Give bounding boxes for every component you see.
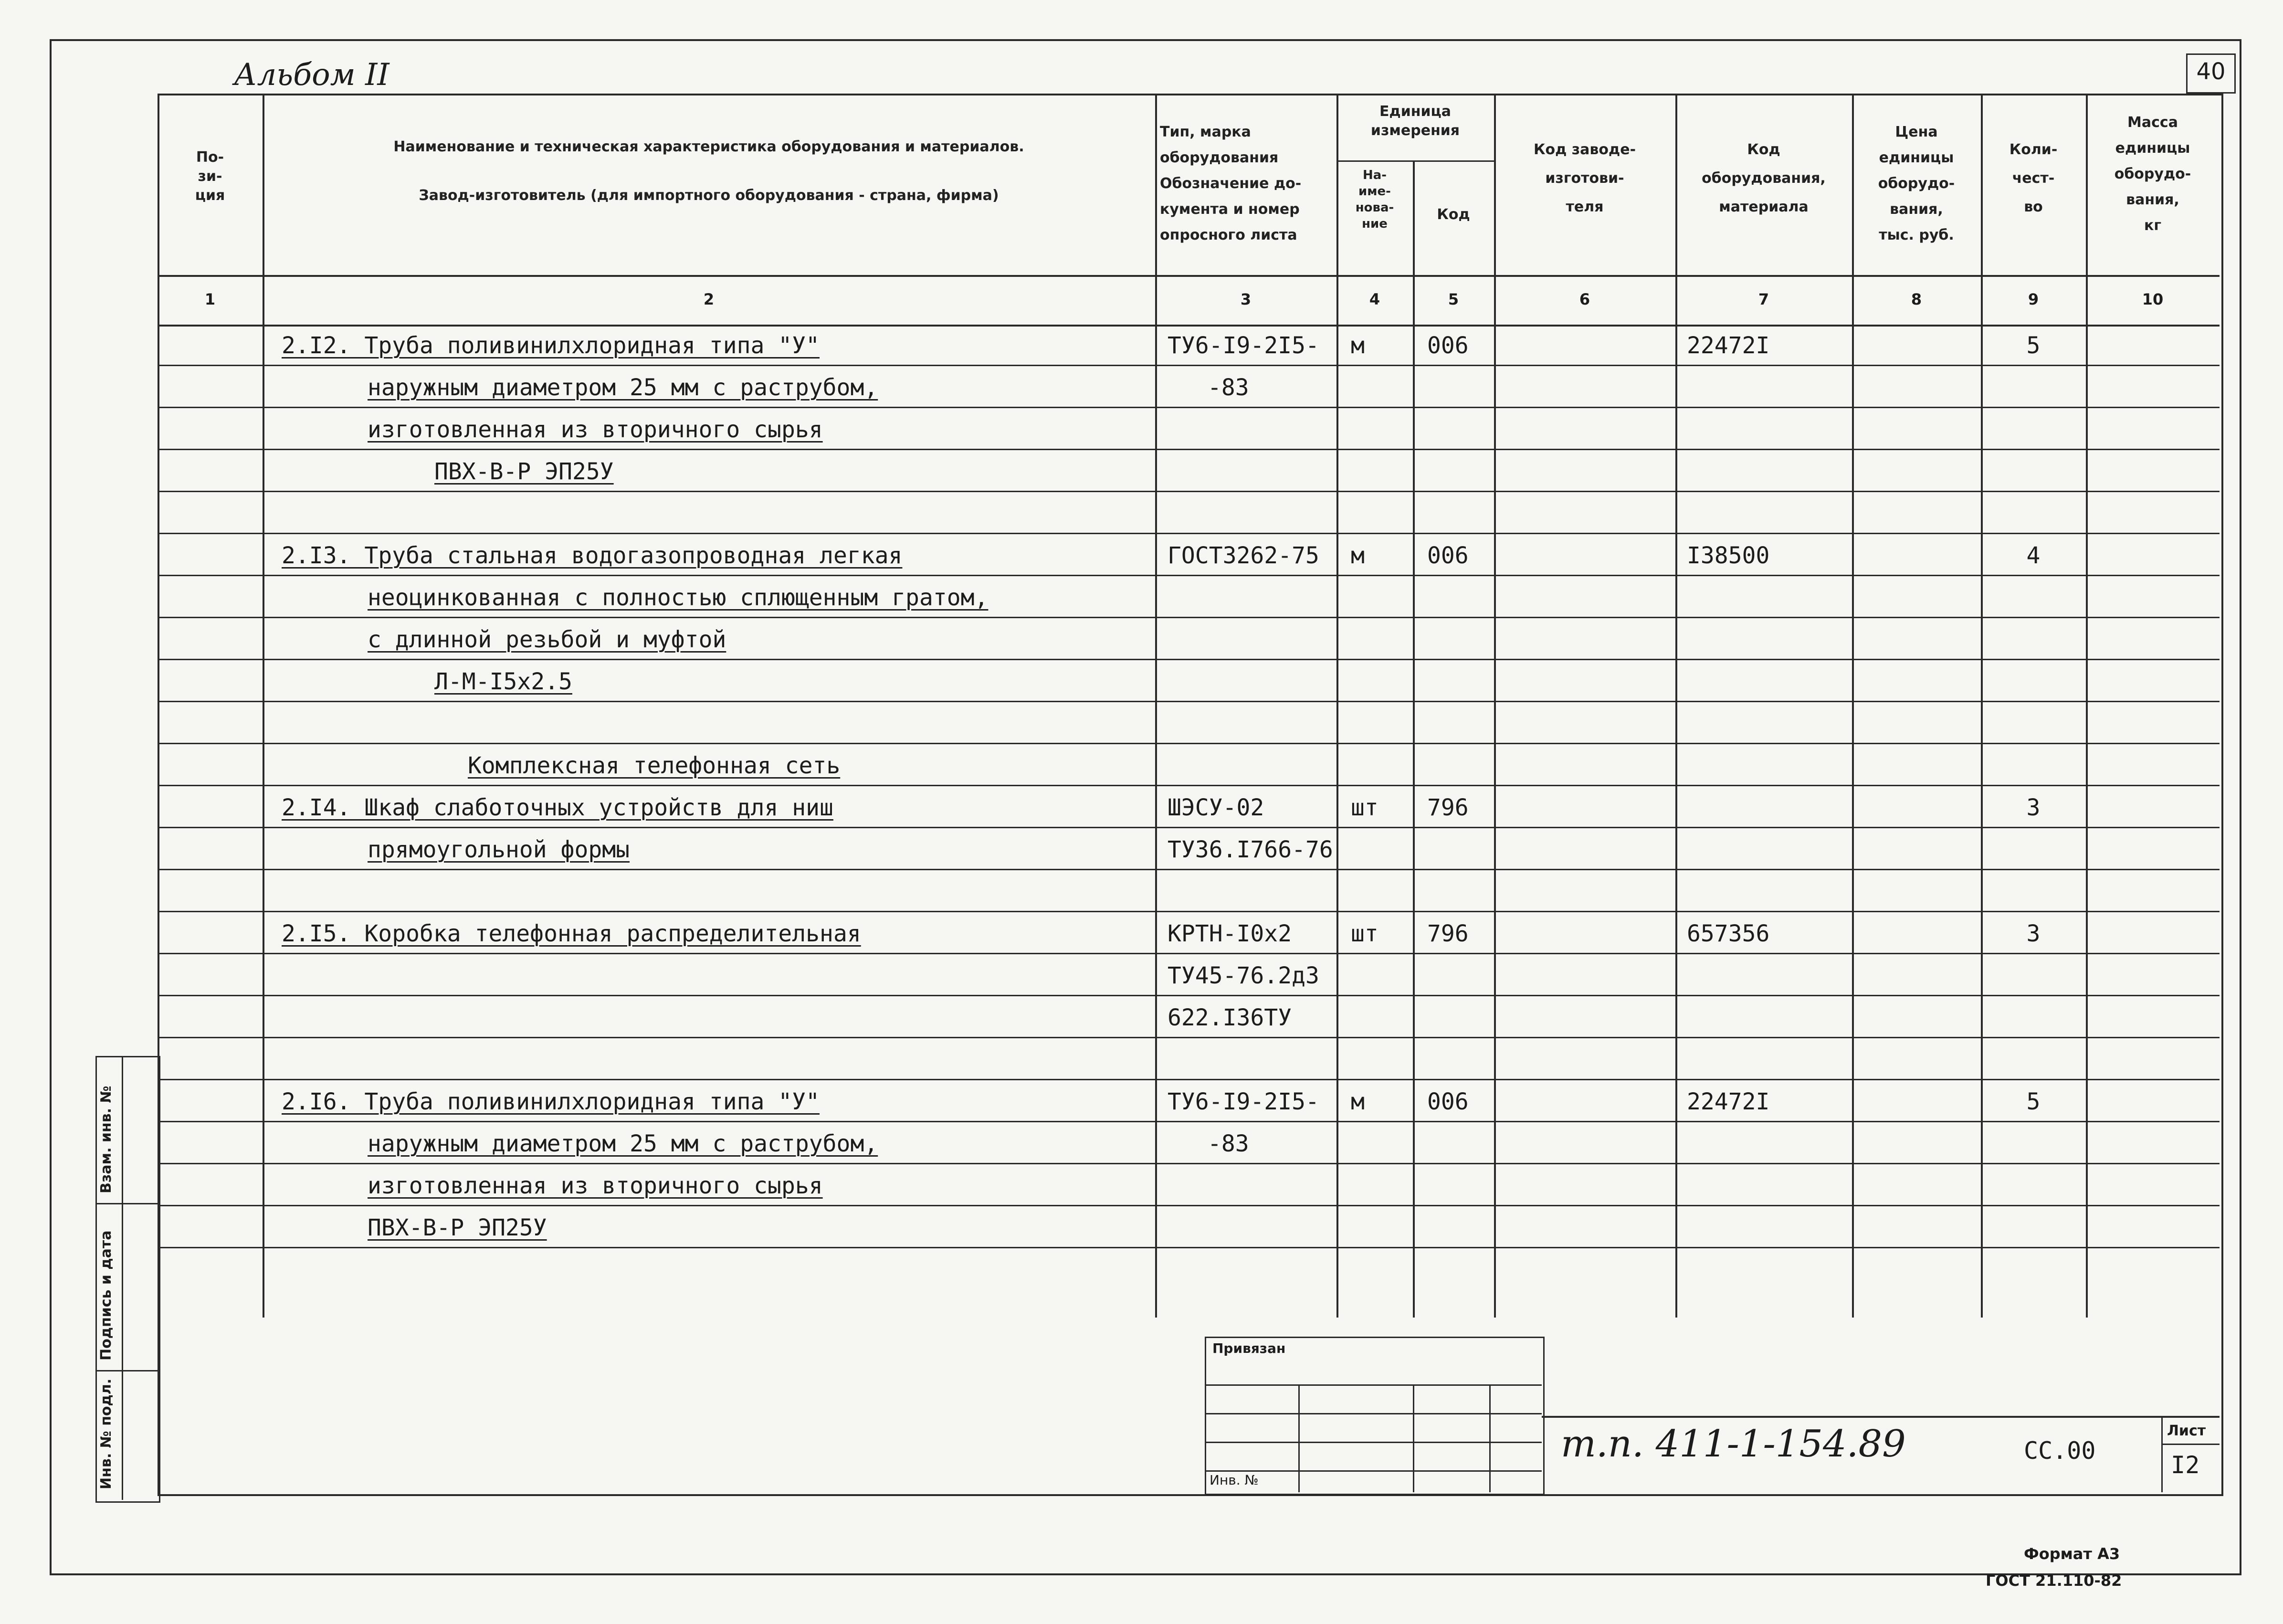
row-type: -83 <box>1208 374 1249 401</box>
row-unit-code: 796 <box>1427 794 1469 821</box>
row-name: 2.I4. Шкаф слаботочных устройств для ниш <box>282 794 833 821</box>
unit-group-line <box>1336 160 1494 162</box>
row-type: ТУ36.I766-76 <box>1168 836 1333 863</box>
column-line-3 <box>1336 94 1338 1318</box>
row-unit-code: 006 <box>1427 1088 1469 1115</box>
gost-label: ГОСТ 21.110-82 <box>1986 1571 2122 1590</box>
sheet-corner-number: 40 <box>2196 58 2226 85</box>
header-number-7: 7 <box>1758 290 1769 308</box>
row-line-2 <box>158 407 2220 408</box>
row-unit-code: 006 <box>1427 542 1469 569</box>
row-name: 2.I6. Труба поливинилхлоридная типа "У" <box>282 1088 820 1115</box>
header-number-8: 8 <box>1911 290 1922 308</box>
column-line-4 <box>1413 160 1415 1318</box>
row-type: ТУ6-I9-2I5- <box>1168 332 1319 359</box>
header-col10: Масса единицы оборудо- вания, кг <box>2114 114 2191 234</box>
header-number-10: 10 <box>2142 290 2164 308</box>
row-name: изготовленная из вторичного сырья <box>368 416 823 443</box>
row-material-code: 657356 <box>1687 920 1770 947</box>
privyazan-vline-3 <box>1489 1384 1491 1492</box>
inv-no-label: Инв. № <box>1210 1472 1259 1488</box>
row-name: ПВХ-В-Р ЭП25У <box>368 1214 547 1241</box>
row-type: ТУ6-I9-2I5- <box>1168 1088 1319 1115</box>
side-podpis-label: Подпись и дата <box>98 1230 115 1360</box>
row-line-6 <box>158 575 2220 576</box>
column-line-7 <box>1852 94 1854 1318</box>
row-quantity: 5 <box>2026 1088 2041 1115</box>
row-name: ПВХ-В-Р ЭП25У <box>434 458 614 485</box>
row-quantity: 5 <box>2026 332 2041 359</box>
privyazan-line-2 <box>1205 1413 1542 1414</box>
row-unit: шт <box>1351 920 1378 947</box>
header-bottom-line <box>158 275 2220 277</box>
row-line-9 <box>158 701 2220 702</box>
sheet-label: Лист <box>2167 1423 2206 1439</box>
header-number-6: 6 <box>1579 290 1590 308</box>
row-name: 2.I5. Коробка телефонная распределительная <box>282 920 861 947</box>
row-line-1 <box>158 365 2220 366</box>
header-col4: На- име- нова- ние <box>1355 168 1394 231</box>
row-name: неоцинкованная с полностью сплющенным гратом, <box>368 584 989 611</box>
row-type: ГОСТ3262-75 <box>1168 542 1319 569</box>
row-type: ТУ45-76.2дЗ <box>1168 962 1319 989</box>
row-name: изготовленная из вторичного сырья <box>368 1172 823 1199</box>
header-col2-line2: Завод-изготовитель (для импортного оборудования - страна, фирма) <box>419 187 999 204</box>
column-line-2 <box>1155 94 1157 1318</box>
row-name: наружным диаметром 25 мм с раструбом, <box>368 1130 878 1157</box>
row-quantity: 4 <box>2026 542 2041 569</box>
doc-code: т.п. 411-1-154.89 <box>1561 1423 1906 1466</box>
header-col9: Коли- чест- во <box>2009 141 2058 215</box>
header-number-2: 2 <box>703 290 715 308</box>
privyazan-line-4 <box>1205 1470 1542 1472</box>
header-col8: Цена единицы оборудо- вания, тыс. руб. <box>1878 124 1955 243</box>
row-name: 2.I2. Труба поливинилхлоридная типа "У" <box>282 332 820 359</box>
header-col7: Код оборудования, материала <box>1702 141 1826 215</box>
row-line-11 <box>158 785 2220 786</box>
format-label: Формат А3 <box>2024 1545 2120 1563</box>
album-label: Альбом II <box>234 57 389 93</box>
row-type: ШЭСУ-02 <box>1168 794 1264 821</box>
column-line-1 <box>263 94 264 1318</box>
header-number-4: 4 <box>1369 290 1380 308</box>
sheet-box-line <box>2161 1444 2220 1445</box>
header-number-1: 1 <box>204 290 216 308</box>
row-unit: м <box>1351 542 1365 569</box>
row-unit-code: 796 <box>1427 920 1469 947</box>
number-row-line <box>158 325 2220 327</box>
privyazan-label: Привязан <box>1212 1340 1286 1356</box>
row-line-14 <box>158 911 2220 912</box>
header-col5: Код <box>1437 206 1470 223</box>
side-vzam-label: Взам. инв. № <box>98 1086 115 1193</box>
row-name: Комплексная телефонная сеть <box>468 752 841 779</box>
row-line-7 <box>158 617 2220 618</box>
row-unit: м <box>1351 1088 1365 1115</box>
sheet-box-divider <box>2161 1416 2163 1492</box>
row-line-13 <box>158 869 2220 870</box>
row-unit: м <box>1351 332 1365 359</box>
row-quantity: 3 <box>2026 920 2041 947</box>
row-name: наружным диаметром 25 мм с раструбом, <box>368 374 878 401</box>
header-col1: По- зи- ция <box>195 149 225 204</box>
row-line-15 <box>158 953 2220 954</box>
privyazan-line-3 <box>1205 1442 1542 1443</box>
row-line-22 <box>158 1247 2220 1248</box>
side-inv-podl-label: Инв. № подл. <box>98 1378 115 1489</box>
row-line-5 <box>158 533 2220 534</box>
row-material-code: 22472I <box>1687 332 1770 359</box>
side-stamp-divider <box>122 1056 123 1500</box>
header-number-3: 3 <box>1240 290 1252 308</box>
side-stamp-sep-2 <box>95 1370 158 1371</box>
row-type: КРТН-I0х2 <box>1168 920 1292 947</box>
row-material-code: I38500 <box>1687 542 1770 569</box>
column-line-9 <box>2086 94 2088 1318</box>
row-line-8 <box>158 659 2220 660</box>
row-name: прямоугольной формы <box>368 836 630 863</box>
side-stamp-sep-1 <box>95 1203 158 1204</box>
header-unit-group: Единица измерения <box>1370 103 1460 139</box>
row-line-4 <box>158 491 2220 492</box>
row-line-10 <box>158 743 2220 744</box>
doc-mark: СС.00 <box>2024 1437 2096 1465</box>
header-col6: Код заводе- изготови- теля <box>1533 141 1636 215</box>
privyazan-vline-1 <box>1298 1384 1300 1492</box>
row-type: 622.I36ТУ <box>1168 1004 1292 1031</box>
row-line-18 <box>158 1079 2220 1080</box>
row-line-20 <box>158 1163 2220 1164</box>
sheet-number: I2 <box>2171 1451 2200 1479</box>
header-number-5: 5 <box>1448 290 1459 308</box>
row-line-21 <box>158 1205 2220 1206</box>
privyazan-line-1 <box>1205 1384 1542 1386</box>
row-line-16 <box>158 995 2220 996</box>
header-col2-line1: Наименование и техническая характеристика оборудования и материалов. <box>393 138 1024 155</box>
row-unit: шт <box>1351 794 1378 821</box>
row-material-code: 22472I <box>1687 1088 1770 1115</box>
row-line-3 <box>158 449 2220 450</box>
row-name: 2.I3. Труба стальная водогазопроводная легкая <box>282 542 903 569</box>
row-name: с длинной резьбой и муфтой <box>368 626 726 653</box>
row-line-17 <box>158 1037 2220 1038</box>
header-col3: Тип, марка оборудования Обозначение до- кумента и номер опросного листа <box>1160 124 1302 243</box>
row-quantity: 3 <box>2026 794 2041 821</box>
column-line-8 <box>1981 94 1983 1318</box>
privyazan-vline-2 <box>1413 1384 1414 1492</box>
row-line-12 <box>158 827 2220 828</box>
row-name: Л-М-I5х2.5 <box>434 668 572 695</box>
header-number-9: 9 <box>2028 290 2039 308</box>
row-line-19 <box>158 1121 2220 1122</box>
row-unit-code: 006 <box>1427 332 1469 359</box>
row-type: -83 <box>1208 1130 1249 1157</box>
column-line-6 <box>1675 94 1677 1318</box>
title-block-top <box>1542 1416 2220 1418</box>
column-line-5 <box>1494 94 1496 1318</box>
